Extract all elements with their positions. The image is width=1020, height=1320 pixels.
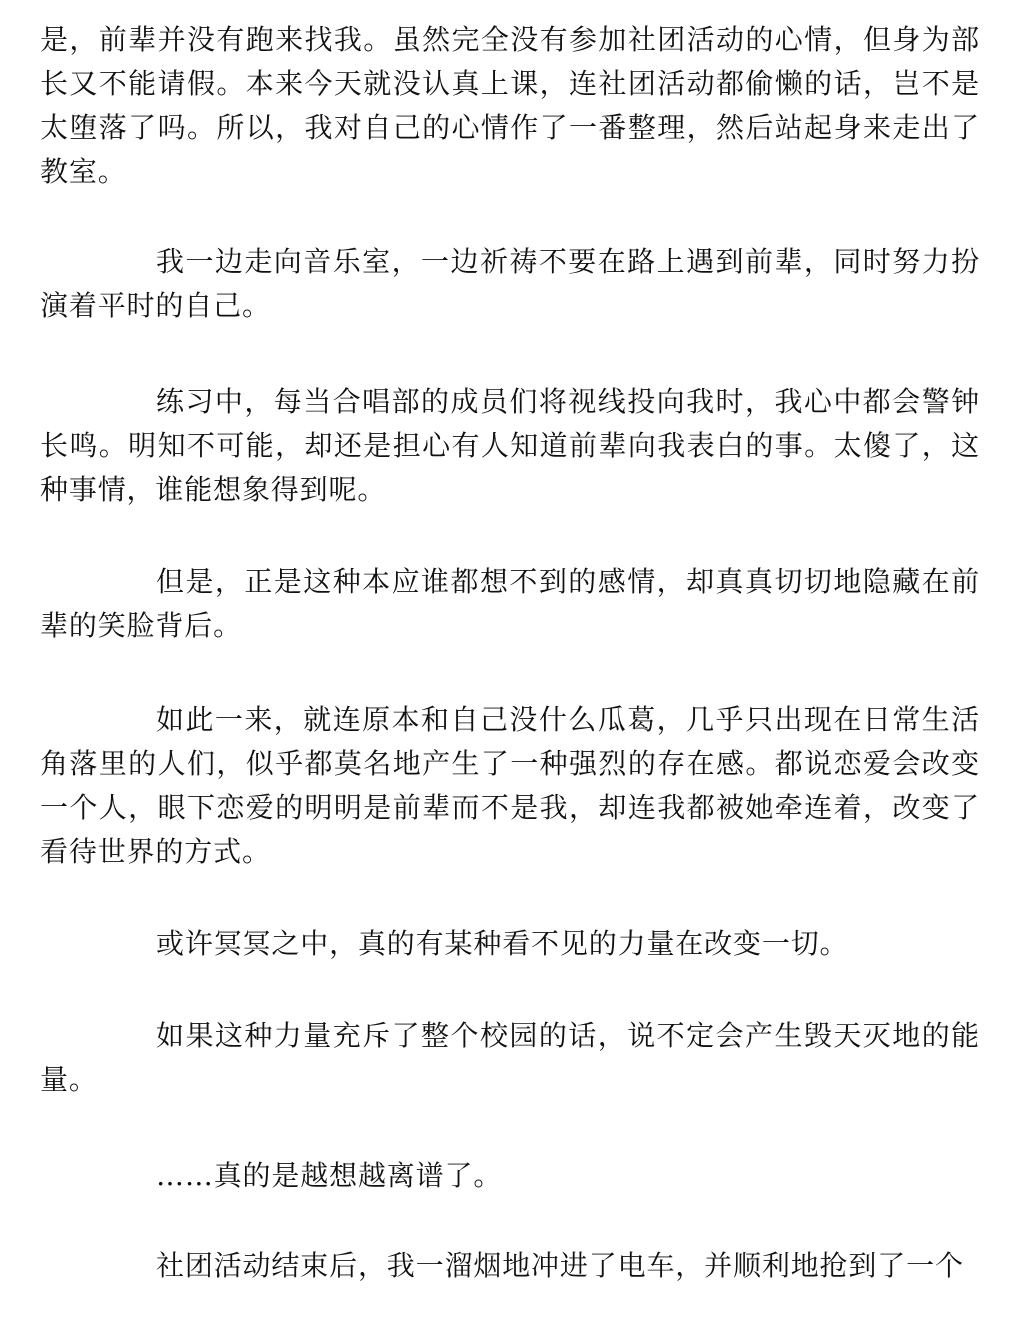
paragraph-1: 是，前辈并没有跑来找我。虽然完全没有参加社团活动的心情，但身为部长又不能请假。本来今天就没认真上课，连社团活动都偷懒的话，岂不是太堕落了吗。所以，我对自己的心情作了一番整理，然后站起身来走出了教室。 (40, 23, 980, 188)
paragraph-7: 如果这种力量充斥了整个校园的话，说不定会产生毁天灭地的能量。 (40, 1019, 980, 1096)
paragraph-2: 我一边走向音乐室，一边祈祷不要在路上遇到前辈，同时努力扮演着平时的自己。 (40, 245, 980, 322)
paragraph-6: 或许冥冥之中，真的有某种看不见的力量在改变一切。 (156, 927, 849, 960)
paragraph-4: 但是，正是这种本应谁都想不到的感情，却真真切切地隐藏在前辈的笑脸背后。 (40, 565, 980, 642)
paragraph-9: 社团活动结束后，我一溜烟地冲进了电车，并顺利地抢到了一个 (156, 1249, 964, 1282)
paragraph-8: ……真的是越想越离谱了。 (156, 1159, 503, 1192)
page-body (40, 0, 980, 1320)
paragraph-3: 练习中，每当合唱部的成员们将视线投向我时，我心中都会警钟长鸣。明知不可能，却还是担心有人知道前辈向我表白的事。太傻了，这种事情，谁能想象得到呢。 (40, 385, 980, 506)
paragraph-5: 如此一来，就连原本和自己没什么瓜葛，几乎只出现在日常生活角落里的人们，似乎都莫名地产生了一种强烈的存在感。都说恋爱会改变一个人，眼下恋爱的明明是前辈而不是我，却连我都被她牵连着，改变了看待世界的方式。 (40, 703, 980, 868)
